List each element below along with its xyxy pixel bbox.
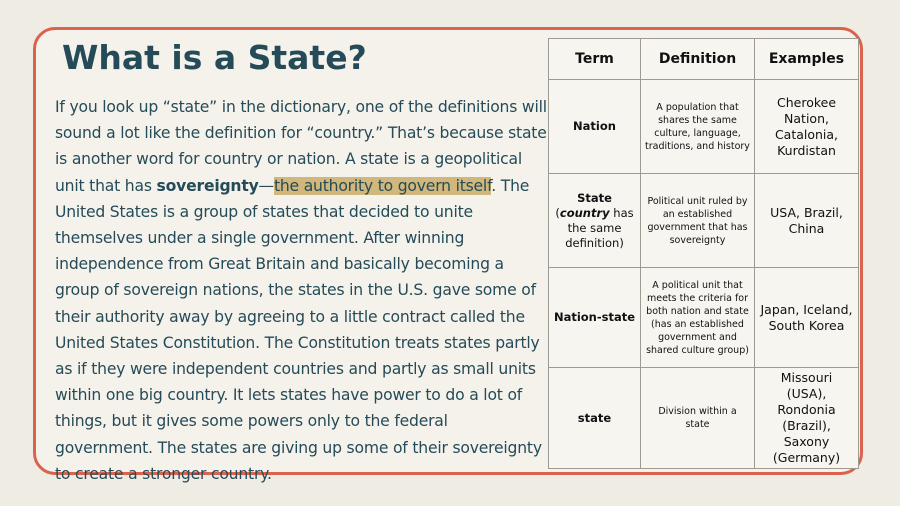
table-row	[549, 174, 859, 268]
highlighted-definition: the authority to govern itself	[273, 176, 492, 195]
page-title: What is a State?	[62, 38, 367, 77]
paragraph-intro: If you look up “state” in the dictionary, one of the definitions will sound a lot like the definition for “country.” That’s because state is another word for country or nation. A state is a geopolitical unit that has	[55, 98, 547, 195]
definition-cell: A political unit that meets the criteria for both nation and state (has an established government and shared culture group)	[641, 268, 755, 368]
header-definition: Definition	[641, 39, 755, 80]
definition-cell: Political unit ruled by an established government that has sovereignty	[641, 174, 755, 268]
term-cell	[549, 174, 641, 268]
header-examples: Examples	[755, 39, 859, 80]
definition-cell: Division within a state	[641, 368, 755, 469]
header-term: Term	[549, 39, 641, 80]
sovereignty-term: sovereignty	[156, 176, 259, 195]
term-label: State	[577, 190, 612, 205]
examples-cell: Cherokee Nation, Catalonia, Kurdistan	[755, 80, 859, 174]
examples-cell: USA, Brazil, China	[755, 174, 859, 268]
term-cell: Nation	[549, 80, 641, 174]
table-header-row	[549, 39, 859, 80]
table-row	[549, 368, 859, 469]
table-row	[549, 80, 859, 174]
term-note: has the same definition)	[565, 205, 634, 250]
term-note-open: (	[555, 205, 560, 220]
terms-table	[548, 38, 859, 469]
examples-cell: Missouri (USA), Rondonia (Brazil), Saxony (Germany)	[755, 368, 859, 469]
em-dash: —	[258, 176, 274, 195]
paragraph-rest: . The United States is a group of states that decided to unite themselves under a single government. After winning independence from Great Britain and basically becoming a group of sovereign nations, the states in the U.S. gave some of their authority away by agreeing to a little contract called the United States Constitution. The Constitution treats states partly as if they were independent countries and partly as small units within one big country. It lets states have power to do a lot of things, but it gives some powers only to the federal government. The states are giving up some of their sovereignty to create a stronger country.	[55, 176, 542, 483]
examples-cell: Japan, Iceland, South Korea	[755, 268, 859, 368]
term-cell: state	[549, 368, 641, 469]
table-row	[549, 268, 859, 368]
definition-cell: A population that shares the same culture, language, traditions, and history	[641, 80, 755, 174]
term-note-italic: country	[559, 205, 610, 220]
term-cell: Nation-state	[549, 268, 641, 368]
body-paragraph	[55, 94, 547, 487]
